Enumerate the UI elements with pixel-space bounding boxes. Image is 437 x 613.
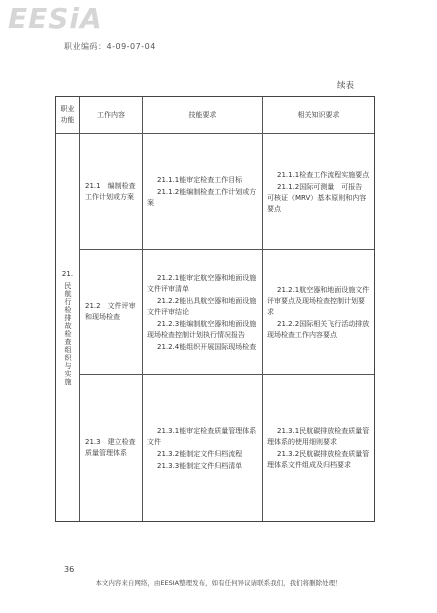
row3-knowledge-1: 21.3.1民航碳排放检查质量管理体系的使用细则要求 (267, 427, 370, 446)
row2-skill-3: 21.2.3能编制航空器和地面设施现场检查控制计划执行情况报告 (147, 319, 257, 339)
row1-skills (143, 134, 263, 250)
row2-knowledge-1: 21.2.1航空器和地面设施文件评审要点及现场检查控制计划要求 (267, 285, 370, 316)
row2-content-text: 21.2 文件评审和现场检查 (85, 302, 136, 321)
row3-knowledge-2: 21.3.2民航碳排放检查质量管理体系文件组成及归档要求 (267, 450, 370, 469)
row1-content-text: 21.1 编制检查工作计划或方案 (85, 181, 136, 201)
function-number: 21. (61, 270, 74, 278)
row3-skill-1: 21.3.1能审定检查质量管理体系文件 (147, 426, 257, 446)
page-number: 36 (64, 565, 75, 574)
row3-knowledge (263, 375, 374, 521)
row3-content-text: 21.3 建立检查质量管理体系 (85, 438, 136, 457)
row2-skill-2: 21.2.2能出具航空器和地面设施文件评审结论 (147, 296, 257, 316)
row3-skills (143, 375, 263, 521)
job-code: 职业编码：4-09-07-04 (64, 42, 156, 51)
row1-content (80, 134, 143, 250)
row1-knowledge-2: 21.1.2国际可测量 可报告 可核证（MRV）基本原则和内容要点 (267, 182, 370, 213)
footer-note: 本文内容来自网络，由EESIA整理发布，如有任何异议请联系我们，我们将删除处理！ (95, 579, 342, 587)
row2-skill-4: 21.2.4能组织开展国际现场检查 (157, 342, 257, 351)
header-skill-requirements: 技能要求 (143, 97, 263, 134)
row3-content (80, 375, 143, 521)
eesia-logo: EESiA (8, 2, 103, 35)
row2-skill-1: 21.2.1能审定航空器和地面设施文件评审清单 (147, 273, 257, 293)
continued-label: 续表 (337, 81, 355, 91)
row1-knowledge (263, 134, 374, 250)
row1-skill-2: 21.1.2能编制检查工作计划或方案 (147, 188, 257, 207)
header-function: 职业 功能 (56, 97, 80, 134)
header-knowledge-requirements: 相关知识要求 (263, 97, 374, 134)
row2-content (80, 250, 143, 375)
row1-knowledge-1: 21.1.1检查工作流程实施要点 (277, 170, 370, 179)
skills-table (55, 96, 375, 522)
row3-skill-2: 21.3.2能制定文件归档流程 (157, 449, 243, 458)
row2-knowledge-2: 21.2.2国际相关飞行活动排放现场检查工作内容要点 (267, 319, 370, 339)
row1-skill-1: 21.1.1能审定检查工作目标 (157, 176, 243, 184)
row3-skill-3: 21.3.3能制定文件归档清单 (157, 461, 243, 470)
function-name: 民航行检排故检查组织与实施 (64, 282, 72, 386)
header-work-content: 工作内容 (80, 97, 143, 134)
row2-knowledge (263, 250, 374, 375)
function-cell (56, 134, 80, 521)
row2-skills (143, 250, 263, 375)
